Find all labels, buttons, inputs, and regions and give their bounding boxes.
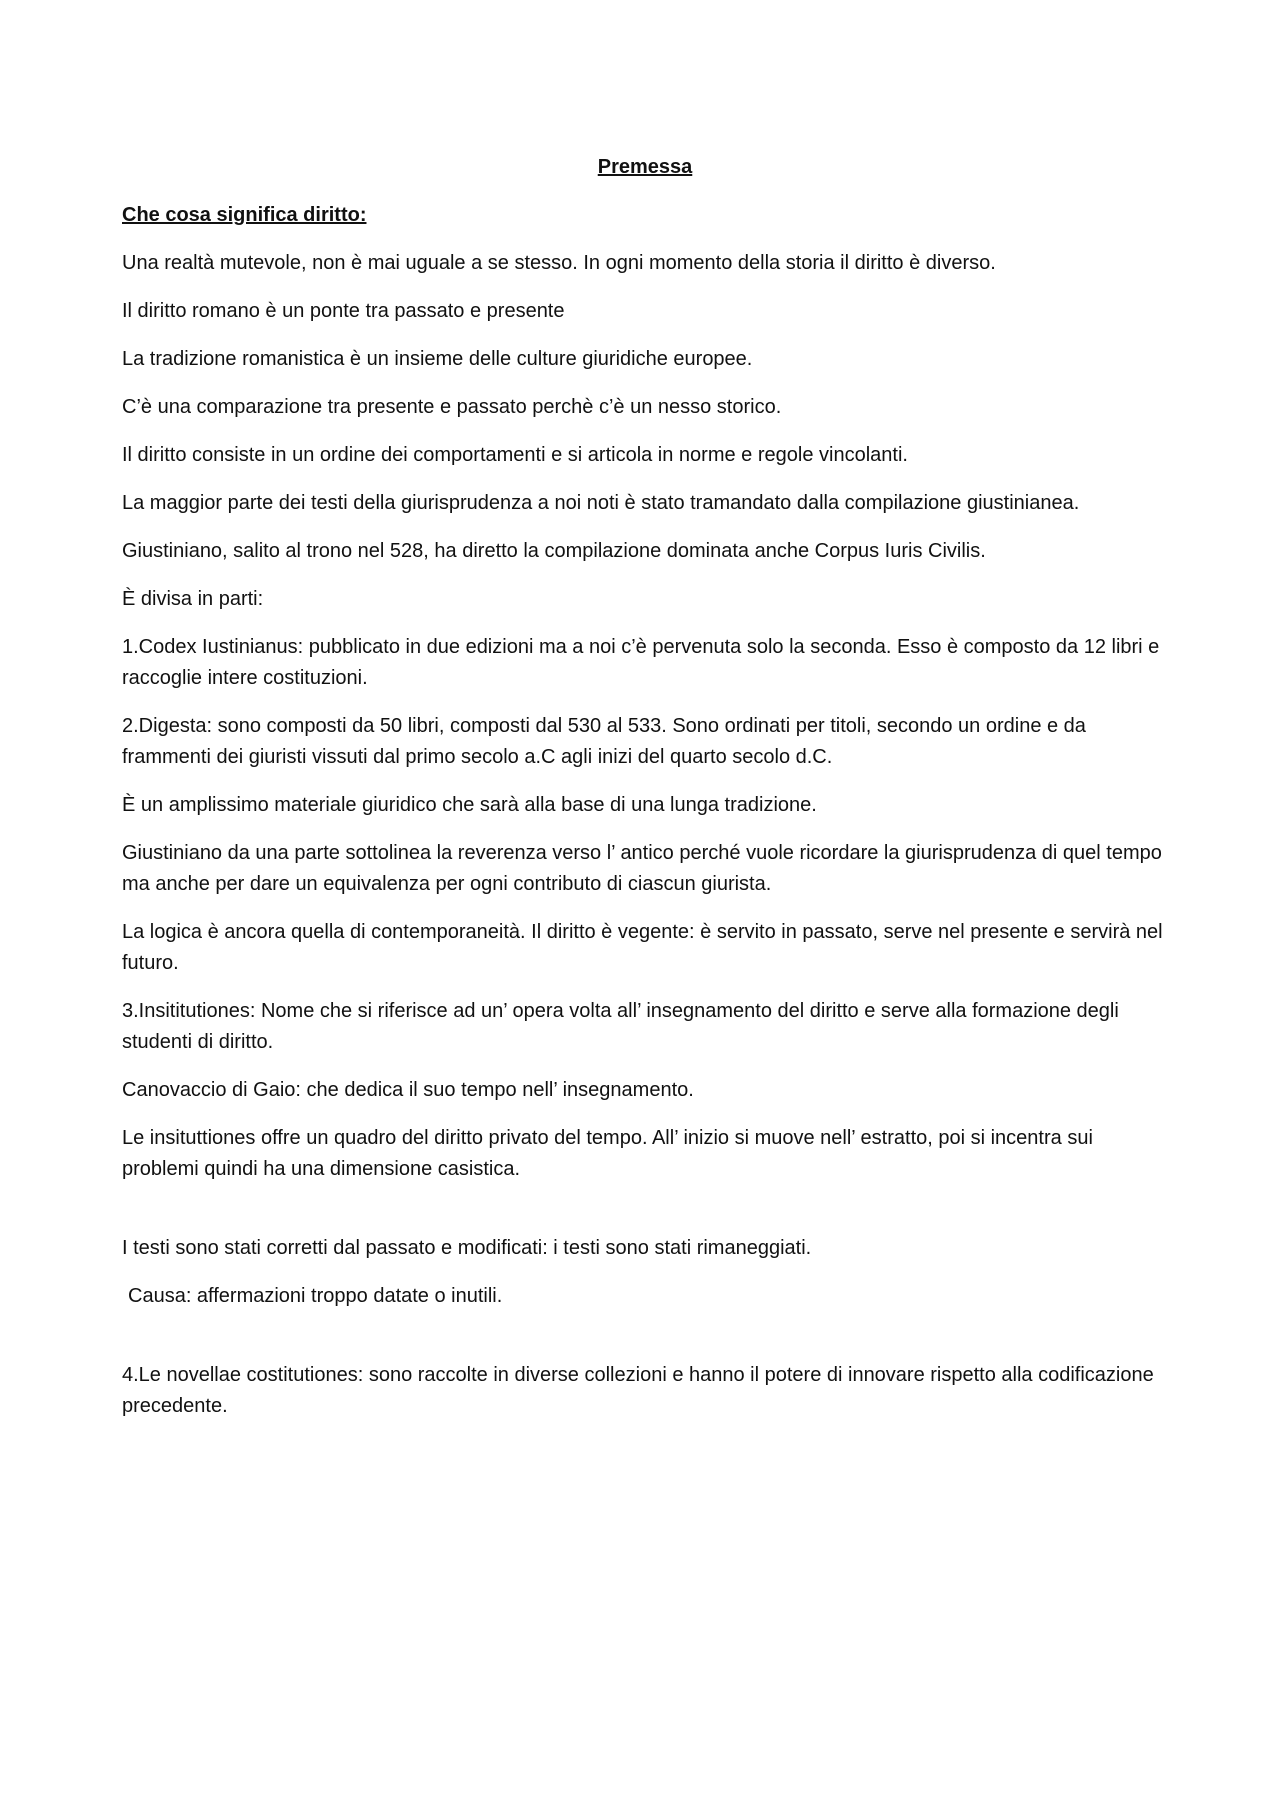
paragraph-7: Giustiniano, salito al trono nel 528, ha diretto la compilazione dominata anche Corpus Iuris Civilis. bbox=[122, 540, 986, 562]
document-body bbox=[122, 152, 1168, 1439]
paragraph-16: Le insituttiones offre un quadro del diritto privato del tempo. All’ inizio si muove nell’ estratto, poi si incentra sui problemi quindi ha una dimensione casistica. bbox=[122, 1127, 1093, 1180]
paragraph-codex: 1.Codex Iustinianus: pubblicato in due edizioni ma a noi c’è pervenuta solo la seconda. Esso è composto da 12 libri e raccoglie intere costituzioni. bbox=[122, 636, 1160, 689]
paragraph-1: Una realtà mutevole, non è mai uguale a se stesso. In ogni momento della storia il diritto è diverso. bbox=[122, 252, 996, 274]
paragraph-digesta: 2.Digesta: sono composti da 50 libri, composti dal 530 al 533. Sono ordinati per titoli, secondo un ordine e da frammenti dei giuristi vissuti dal primo secolo a.C agli inizi del quarto secolo d.C. bbox=[122, 715, 1086, 768]
paragraph-17: I testi sono stati corretti dal passato e modificati: i testi sono stati rimaneggiati. bbox=[122, 1237, 812, 1259]
section-heading: Che cosa significa diritto: bbox=[122, 204, 367, 226]
paragraph-3: La tradizione romanistica è un insieme delle culture giuridiche europee. bbox=[122, 348, 753, 370]
paragraph-18: Causa: affermazioni troppo datate o inutili. bbox=[128, 1285, 503, 1307]
paragraph-12: Giustiniano da una parte sottolinea la reverenza verso l’ antico perché vuole ricordare la giurisprudenza di quel tempo ma anche per dare un equivalenza per ogni contributo di ciascun giurista. bbox=[122, 842, 1162, 895]
paragraph-6: La maggior parte dei testi della giurisprudenza a noi noti è stato tramandato dalla compilazione giustinianea. bbox=[122, 492, 1080, 514]
paragraph-institutiones: 3.Insititutiones: Nome che si riferisce ad un’ opera volta all’ insegnamento del diritto e serve alla formazione degli studenti di diritto. bbox=[122, 1000, 1119, 1053]
paragraph-8: È divisa in parti: bbox=[122, 588, 264, 610]
page-title: Premessa bbox=[597, 156, 693, 178]
paragraph-2: Il diritto romano è un ponte tra passato e presente bbox=[122, 300, 565, 322]
paragraph-novellae: 4.Le novellae costitutiones: sono raccolte in diverse collezioni e hanno il potere di innovare rispetto alla codificazione precedente. bbox=[122, 1364, 1154, 1417]
paragraph-4: C’è una comparazione tra presente e passato perchè c’è un nesso storico. bbox=[122, 396, 782, 418]
paragraph-13: La logica è ancora quella di contemporaneità. Il diritto è vegente: è servito in passato, serve nel presente e servirà nel futuro. bbox=[122, 921, 1163, 974]
paragraph-5: Il diritto consiste in un ordine dei comportamenti e si articola in norme e regole vincolanti. bbox=[122, 444, 908, 466]
paragraph-15: Canovaccio di Gaio: che dedica il suo tempo nell’ insegnamento. bbox=[122, 1079, 694, 1101]
paragraph-11: È un amplissimo materiale giuridico che sarà alla base di una lunga tradizione. bbox=[122, 794, 817, 816]
